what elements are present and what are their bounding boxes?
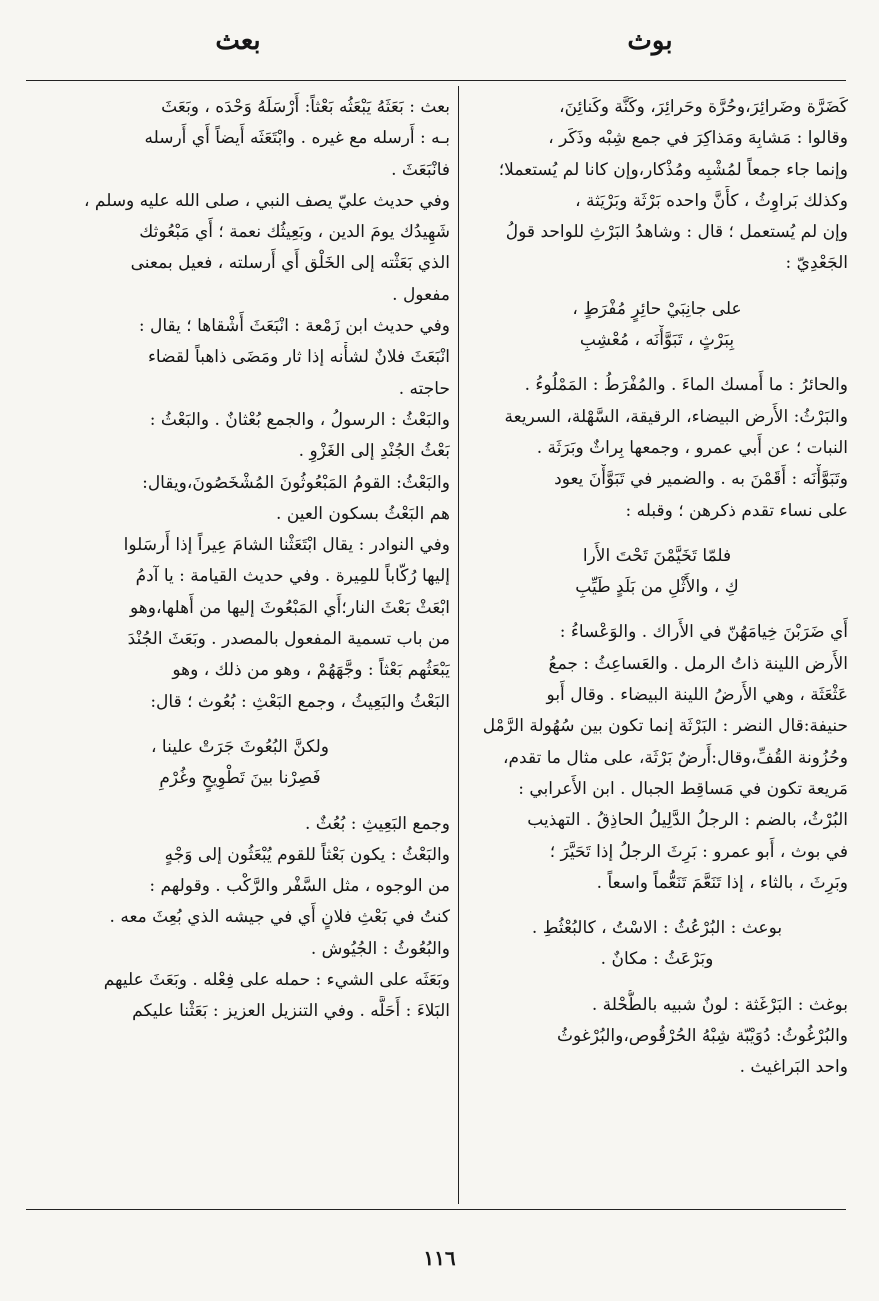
line-gap xyxy=(466,899,848,913)
text-line: بَعْثُ الجُنْدِ إلى الغَزْوِ . xyxy=(298,441,450,462)
page-number: ١١٦ xyxy=(423,1246,456,1270)
verse-line: ولكنَّ البُعُوثَ جَرَتْ علينا ، xyxy=(151,736,329,757)
text-line: في بوث ، أَبو عمرو : بَرِثَ الرجلُ إذا تَحَيَّرَ ؛ xyxy=(549,841,848,862)
text-line: كنتُ في بَعْثِ فلانٍ أَي في جيشه الذي بُعِثَ معه . xyxy=(109,907,450,928)
text-line: مَريعة تكون في مَساقِط الجبال . ابن الأَعرابي : xyxy=(518,778,848,799)
line-gap xyxy=(466,356,848,370)
text-line: البُرْثُ، بالضم : الرجلُ الدَّلِيلُ الحاذِقُ . التهذيب xyxy=(527,810,848,831)
text-line: هم البَعْثُ بسكون العين . xyxy=(276,503,450,524)
text-line: واحد البَراغيث . xyxy=(739,1057,848,1078)
text-line: والبُعُوثُ : الجُيُوش . xyxy=(310,938,450,959)
line-gap xyxy=(466,603,848,617)
text-line: عَثْعَثَة ، وهي الأَرضُ اللينة البيضاء . وقال أَبو xyxy=(546,685,848,706)
text-line: شَهِيدُك يومَ الدين ، وبَعِيثُك نعمة ؛ أَي مَبْعُوثك xyxy=(139,222,450,243)
text-line: والبَعْثُ: القومُ المَبْعُوثُونَ المُشْخَصُونَ،ويقال: xyxy=(142,472,450,493)
text-line: البَلاءَ : أَحَلَّه . وفي التنزيل العزيز : بَعَثْنا عليكم xyxy=(132,1001,450,1022)
text-line: والبَعْثُ : يكون بَعْثاً للقوم يُبْعَثُون إلى وَجْهٍ xyxy=(164,844,450,865)
text-line: والبُرْغُوثُ: دُوَيْبّة شِبْهُ الحُرْقُوص،والبُرْغوثُ xyxy=(557,1026,848,1047)
text-line: وحُزُونة القُفِّ،وقال:أَرضٌ بَرْثَة، على مثال ما تقدم، xyxy=(503,747,848,768)
text-line: أَي ضَرَبْنَ خِيامَهُنّ في الأَراك . والوَعْساءُ : xyxy=(559,622,848,643)
text-line: بـه : أَرسله مع غيره . وابْتَعَثَه أَيضاً أَي أَرسله xyxy=(144,128,450,149)
verse-line: بوعث : البُرْعُثُ : الاسْتُ ، كالبُعْثُطِ . xyxy=(531,918,783,939)
text-line: من باب تسمية المفعول بالمصدر . وبَعَثَ الجُنْدَ xyxy=(127,629,450,650)
text-line: والبَعْثُ : الرسولُ ، والجمع بُعْثانٌ . والبَعْثُ : xyxy=(149,409,450,430)
text-line: مفعول . xyxy=(392,284,450,305)
text-line: بوغث : البَرْغَثة : لونٌ شبيه بالطُّحْلة . xyxy=(591,994,848,1015)
line-gap xyxy=(30,718,450,732)
text-line: من الوجوه ، مثل السَّفْر والرَّكْب . وقولهم : xyxy=(149,876,450,897)
text-line: ابْعَثْ بَعْثَ النار؛أَي المَبْعُوثَ إليها من أَهلها،وهو xyxy=(130,597,450,618)
text-line: وفي حديث عليّ يصف النبي ، صلى الله عليه وسلم ، xyxy=(83,190,450,211)
text-line: البَعْثُ والبَعِيثُ ، وجمع البَعْثِ : بُعُوث ؛ قال: xyxy=(150,691,450,712)
text-line: وكذلك بَراوِثُ ، كأَنَّ واحده بَرْثَة وبَرْيَثة ، xyxy=(575,190,848,211)
text-line: وفي النوادر : يقال ابْتَعَثْنا الشامَ عِيراً إذا أَرسَلوا xyxy=(123,535,450,556)
verse-line: فلمّا تَخَيَّمْنَ تَحْتَ الأَرا xyxy=(582,545,732,566)
text-line: انْبَعَثَ فلانٌ لشأْنه إذا ثار ومَضَى ذاهباً لقضاء xyxy=(147,347,450,368)
line-gap xyxy=(466,976,848,990)
text-line: والبَرْثُ: الأَرض البيضاء، الرقيقة، السَّهْلة، السريعة xyxy=(504,406,848,427)
line-gap xyxy=(466,280,848,294)
verse-line: فَصِرْنا بينَ تَطْوِيحٍ وغُرْمِ xyxy=(159,768,321,789)
text-line: الذي بَعَثْته إلى الخَلْق أَي أَرسلته ، فعيل بمعنى xyxy=(130,253,450,274)
text-line: وقالوا : مَشابِهَ ومَذاكِرَ في جمع شِبْه وذَكَر ، xyxy=(548,128,848,149)
text-line: والحائرُ : ما أَمسك الماءَ . والمُفْرَطُ : المَمْلُوءُ . xyxy=(524,375,848,396)
text-line: يَبْعَثُهم بَعْثاً : وجَّهَهُمْ ، وهو من ذلك ، وهو xyxy=(172,660,450,681)
right-column xyxy=(466,92,848,1202)
text-line: النبات ؛ عن أَبي عمرو ، وجمعها بِراثٌ وبَرَثَة . xyxy=(536,437,848,458)
verse-line: كِ ، والأَثْلِ من بَلَدٍ طَيِّبِ xyxy=(575,577,739,598)
bottom-rule xyxy=(26,1209,846,1210)
text-line: فانْبَعَثَ . xyxy=(391,159,450,180)
text-line: وجمع البَعِيثِ : بُعُثٌ . xyxy=(304,813,450,834)
column-divider xyxy=(458,86,459,1204)
text-line: وبَعَثَه على الشيء : حمله على فِعْله . وبَعَثَ عليهم xyxy=(103,970,450,991)
text-line: الأَرض اللينة ذاتُ الرمل . والعَساعِثُ : جمعُ xyxy=(548,653,848,674)
text-line: حنيفة:قال النضر : البَرْثَة إنما تكون بين سُهُولة الرَّمْل xyxy=(482,716,848,737)
top-rule xyxy=(26,80,846,81)
verse-line: على جانِبَيْ حائِرٍ مُفْرَطٍ ، xyxy=(572,298,742,319)
text-line: حاجته . xyxy=(398,378,450,399)
text-line: إليها رُكّاباً للمِيرة . وفي حديث القيامة : يا آدمُ xyxy=(135,566,450,587)
running-head-left: بعث xyxy=(215,26,261,56)
text-line: وإنما جاء جمعاً لمُشْبِه ومُذْكار،وإن كانا لم يُستعملا؛ xyxy=(498,159,848,180)
line-gap xyxy=(30,795,450,809)
text-line: وبَرِثَ ، بالثاء ، إذا تَنَعَّمَ تَنَعُّماً واسعاً . xyxy=(596,872,848,893)
text-line: كَضَرَّة وضَرائِرَ،وحُرَّة وحَرائِرَ، وكَنَّة وكَنائِنَ، xyxy=(559,97,848,117)
text-line: على نساء تقدم ذكرهن ؛ وقبله : xyxy=(625,500,848,521)
running-head-right: بوث xyxy=(627,26,673,56)
verse-line: بِبَرْثٍ ، تَبَوَّأْنَه ، مُعْشِبِ xyxy=(579,330,735,351)
line-gap xyxy=(466,527,848,541)
text-line: بعث : بَعَثَهُ يَبْعَثُه بَعْثاً: أَرْسَلَهُ وَحْدَه ، وبَعَثَ xyxy=(161,97,450,117)
verse-line: وبَرْعَثُ : مكانٌ . xyxy=(600,949,714,970)
left-column xyxy=(30,92,450,1202)
text-line: الجَعْدِيّ : xyxy=(785,253,848,274)
text-line: وفي حديث ابن زَمْعة : انْبَعَثَ أَشْقاها ؛ يقال : xyxy=(138,316,450,337)
text-line: وتَبَوَّأْنَه : أَقَمْنَ به . والضمير في تَبَوَّأْنَ يعود xyxy=(554,469,848,490)
text-line: وإن لم يُستعمل ؛ قال : وشاهدُ البَرْثِ للواحد قولُ xyxy=(505,222,848,243)
